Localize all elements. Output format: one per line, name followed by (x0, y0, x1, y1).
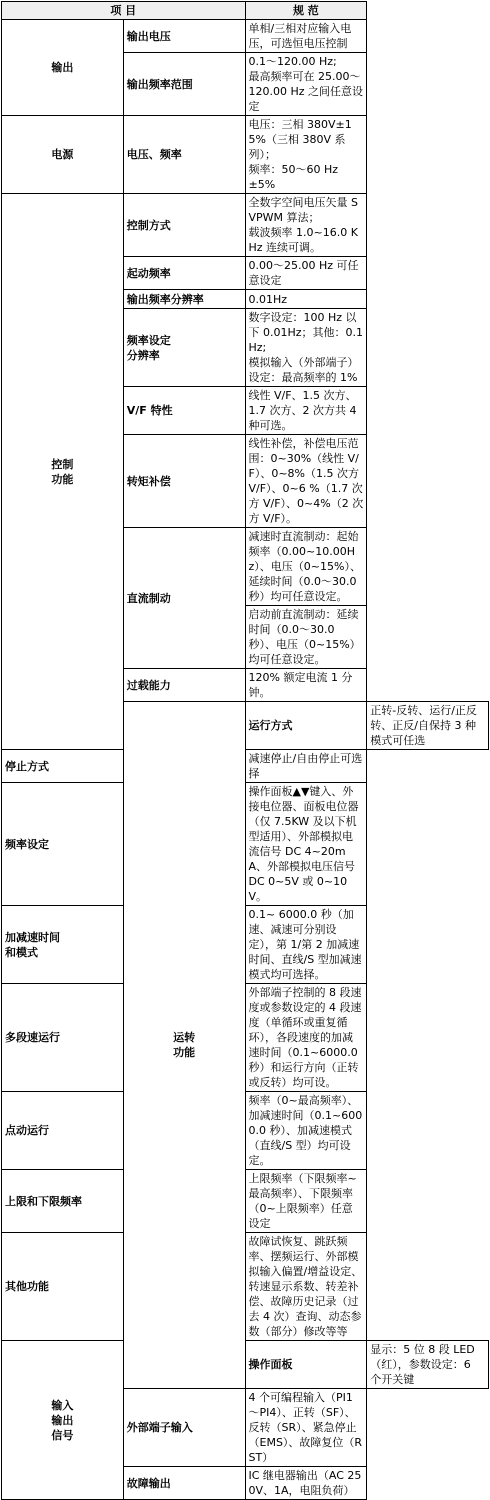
row-label: 电压、频率 (123, 116, 245, 194)
row-value: 0.1~ 6000.0 秒（加速、减速可分别设定），第 1/第 2 加减速时间、直线/S 型加减速模式均可选择。 (245, 906, 367, 984)
row-value: IC 继电器输出（AC 250V、1A，电阻负荷） (245, 1467, 367, 1500)
row-label: 输出电压 (123, 20, 245, 53)
row-value: 上限频率（下限频率~最高频率）、下限频率（0~上限频率）任意设定 (245, 1170, 367, 1233)
row-value: 0.00～25.00 Hz 可任意设定 (245, 257, 367, 290)
row-label: 起动频率 (123, 257, 245, 290)
row-value: 全数字空间电压矢量 SVPWM 算法； 载波频率 1.0~16.0 KHz 连续可调。 (245, 194, 367, 257)
row-label: 加减速时间 和模式 (2, 906, 124, 984)
group-power: 电源 (2, 116, 124, 194)
table-row (2, 750, 489, 783)
row-value: 单相/三相对应输入电压，可选恒电压控制 (245, 20, 367, 53)
row-value: 频率（0~最高频率）、加减速时间（0.1~6000.0 秒）、加减速模式（直线/S 型）均可设定。 (245, 1092, 367, 1170)
group-output: 输出 (2, 20, 124, 116)
row-label: 上限和下限频率 (2, 1170, 124, 1233)
row-value: 4 个可编程输入（PI1～PI4）、正转（SF）、反转（SR）、紧急停止（EMS）、故障复位（RST） (245, 1389, 367, 1467)
table-row (2, 984, 489, 1092)
table-row (2, 20, 489, 53)
row-label: V/F 特性 (123, 387, 245, 435)
row-value: 电压：三相 380V±15%（三相 380V 系列）； 频率：50～60 Hz±5% (245, 116, 367, 194)
row-value: 数字设定：100 Hz 以下 0.01Hz；其他：0.1Hz; 模拟输入（外部端子）设定：最高频率的 1% (245, 309, 367, 387)
table-row (2, 1233, 489, 1341)
row-value: 正转-反转、运行/正反转、正反/自保持 3 种模式可任选 (367, 702, 489, 750)
table-row (2, 783, 489, 906)
row-label: 转矩补偿 (123, 435, 245, 528)
row-label: 输出频率范围 (123, 53, 245, 116)
table-row (2, 194, 489, 257)
row-label: 多段速运行 (2, 984, 124, 1092)
row-value: 线性 V/F、1.5 次方、1.7 次方、2 次方共 4 种可选。 (245, 387, 367, 435)
row-label: 点动运行 (2, 1092, 124, 1170)
row-value: 显示：5 位 8 段 LED（红），参数设定：6 个开关键 (367, 1341, 489, 1389)
group-operation: 运转 功能 (123, 702, 245, 1389)
table-row (2, 116, 489, 194)
header-item: 项 目 (2, 2, 246, 20)
row-value: 减速时直流制动：起始频率（0.00~10.00Hz）、电压（0~15%）、延续时间（0.0～30.0 秒）均可任意设定。 (245, 528, 367, 606)
row-label: 频率设定 分辨率 (123, 309, 245, 387)
table-row (2, 1092, 489, 1170)
row-value: 减速停止/自由停止可选择 (245, 750, 367, 783)
row-label: 输出频率分辨率 (123, 290, 245, 309)
row-label: 频率设定 (2, 783, 124, 906)
row-value: 0.1～120.00 Hz; 最高频率可在 25.00～120.00 Hz 之间任意设定 (245, 53, 367, 116)
row-label: 控制方式 (123, 194, 245, 257)
row-label: 过载能力 (123, 669, 245, 702)
table-row (2, 906, 489, 984)
spec-table (1, 1, 489, 1500)
header-spec: 规 范 (245, 2, 367, 20)
row-value: 故障试恢复、跳跃频率、摆频运行、外部模拟输入偏置/增益设定、转速显示系数、转差补偿、故障历史记录（过去 4 次）查询、动态参数（部分）修改等等 (245, 1233, 367, 1341)
group-io: 输入 输出 信号 (2, 1341, 124, 1500)
row-value: 外部端子控制的 8 段速度或参数设定的 4 段速度（单循环或重复循环），各段速度的加减速时间（0.1~6000.0 秒）和运行方向（正转或反转）均可设。 (245, 984, 367, 1092)
row-label: 其他功能 (2, 1233, 124, 1341)
row-label: 直流制动 (123, 528, 245, 669)
table-row (2, 1170, 489, 1233)
row-label: 外部端子输入 (123, 1389, 245, 1467)
table-header-row (2, 2, 489, 20)
table-row (2, 1341, 489, 1389)
row-value: 120% 额定电流 1 分钟。 (245, 669, 367, 702)
row-label: 运行方式 (245, 702, 367, 750)
row-label: 停止方式 (2, 750, 124, 783)
row-value: 启动前直流制动：延续时间（0.0～30.0 秒）、电压（0~15%）均可任意设定。 (245, 606, 367, 669)
row-label: 故障输出 (123, 1467, 245, 1500)
row-value: 线性补偿，补偿电压范围：0~30%（线性 V/F）、0~8%（1.5 次方 V/F）、0~6 %（1.7 次方 V/F）、0~4%（2 次方 V/F）。 (245, 435, 367, 528)
row-label: 操作面板 (245, 1341, 367, 1389)
row-value: 0.01Hz (245, 290, 367, 309)
row-value: 操作面板▲▼键入、外接电位器、面板电位器（仅 7.5KW 及以下机型适用）、外部模拟电流信号 DC 4~20mA、外部模拟电压信号 DC 0~5V 或 0~10V。 (245, 783, 367, 906)
group-control: 控制 功能 (2, 194, 124, 750)
